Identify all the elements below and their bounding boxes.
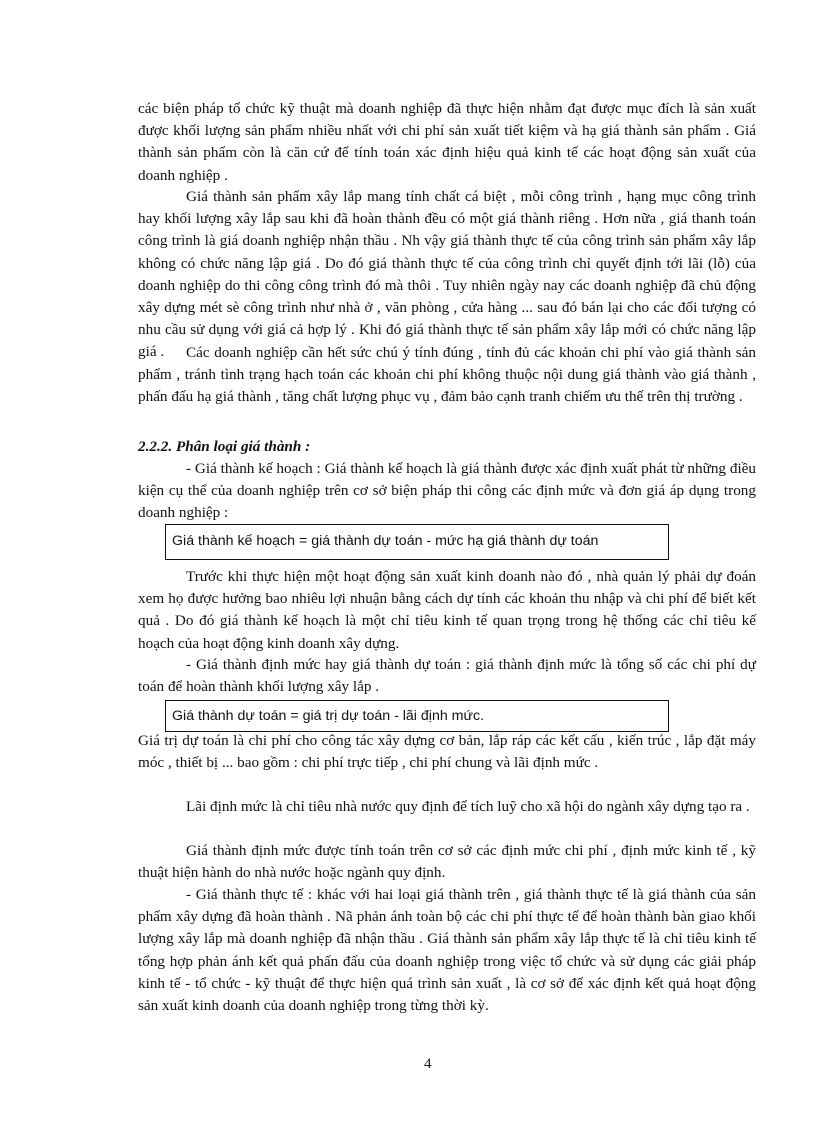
- page-number: 4: [424, 1056, 432, 1072]
- section-heading: 2.2.2. Phân loại giá thành :: [138, 438, 311, 455]
- paragraph-norm-cost: Giá thành định mức được tính toán trên cơ sở các định mức chi phí , định mức kinh tế , kỹ thuật hiện hành do nhà nước hoặc ngành quy định.: [138, 842, 756, 882]
- paragraph-intro: các biện pháp tổ chức kỹ thuật mà doanh nghiệp đã thực hiện nhằm đạt được mục đích là sản xuất được khối lượng sản phẩm nhiều nhất với chi phí sản xuất tiết kiệm và hạ giá thành sản phẩm . Giá thành sản phẩm còn là căn cứ để tính toán xác định hiệu quả kinh tế các hoạt động sản xuất của doanh nghiệp .: [138, 100, 756, 184]
- paragraph-norm-definition: - Giá thành định mức hay giá thành dự toán : giá thành định mức là tổng số các chi phí dự toán để hoàn thành khối lượng xây lắp .: [138, 656, 756, 696]
- paragraph-product-price: Giá thành sản phẩm xây lắp mang tính chất cá biệt , mỗi công trình , hạng mục công trình hay khối lượng xây lắp sau khi đã hoàn thành đều có một giá thành riêng . Hơn nữa , giá thanh toán công trình là giá doanh nghiệp nhận thầu . Nh vậy giá thành thực tế của công trình sản phẩm xây lắp không có chức năng lập giá . Do đó giá thành thực tế của công trình chỉ quyết định tới lãi (lỗ) của doanh nghiệp do thi công công trình đó mà thôi . Tuy nhiên ngày nay các doanh nghiệp đã chủ động xây dựng mét sè công trình như nhà ở , văn phòng , cửa hàng ... sau đó bán lại cho các đối tượng có nhu cầu sử dụng với giá cả hợp lý . Khi đó giá thành thực tế sản phẩm xây lắp mới có chức năng lập giá .: [138, 188, 756, 361]
- paragraph-actual-definition: - Giá thành thực tế : khác với hai loại giá thành trên , giá thành thực tế là giá thành của sản phẩm xây dựng đã hoàn thành . Nã phản ánh toàn bộ các chi phí thực tế để hoàn thành bàn giao khối lượng xây lắp mà doanh nghiệp đã nhận thầu . Giá thành sản phẩm xây lắp thực tế là chỉ tiêu kinh tế tổng hợp phản ánh kết quả phấn đấu của doanh nghiệp trong việc tổ chức và sử dụng các giải pháp kinh tế - tổ chức - kỹ thuật để thực hiện quá trình sản xuất , là cơ sở để xác định kết quả hoạt động sản xuất kinh doanh của doanh nghiệp trong từng thời kỳ.: [138, 886, 756, 1015]
- paragraph-estimate-value: Giá trị dự toán là chi phí cho công tác xây dựng cơ bản, lắp ráp các kết cấu , kiến trúc , lắp đặt máy móc , thiết bị ... bao gồm : chi phí trực tiếp , chi phí chung và lãi định mức .: [138, 732, 756, 772]
- paragraph-norm-profit: Lãi định mức là chỉ tiêu nhà nước quy định để tích luỹ cho xã hội do ngành xây dựng tạo ra .: [186, 798, 750, 815]
- paragraph-plan-explanation: Trước khi thực hiện một hoạt động sản xuất kinh doanh nào đó , nhà quản lý phải dự đoán xem họ được hưởng bao nhiêu lợi nhuận bằng cách dự tính các khoản thu nhập và chi phí để biết kết quả . Do đó giá thành kế hoạch là một chỉ tiêu kinh tế quan trọng trong hệ thống các chỉ tiêu kế hoạch của hoạt động kinh doanh xây dựng.: [138, 568, 756, 652]
- formula-box-plan: Giá thành kế hoạch = giá thành dự toán - mức hạ giá thành dự toán: [165, 524, 669, 560]
- paragraph-plan-definition: - Giá thành kế hoạch : Giá thành kế hoạch là giá thành được xác định xuất phát từ những điều kiện cụ thể của doanh nghiệp trên cơ sở biện pháp thi công các định mức và đơn giá áp dụng trong doanh nghiệp :: [138, 460, 756, 522]
- paragraph-attention: Các doanh nghiệp cần hết sức chú ý tính đúng , tính đủ các khoản chi phí vào giá thành sản phẩm , tránh tình trạng hạch toán các khoản chi phí không thuộc nội dung giá thành vào giá thành , phấn đấu hạ giá thành , tăng chất lượng phục vụ , đảm bảo cạnh tranh chiếm ưu thế trên thị trường .: [138, 344, 756, 406]
- formula-box-estimate: Giá thành dự toán = giá trị dự toán - lãi định mức.: [165, 700, 669, 732]
